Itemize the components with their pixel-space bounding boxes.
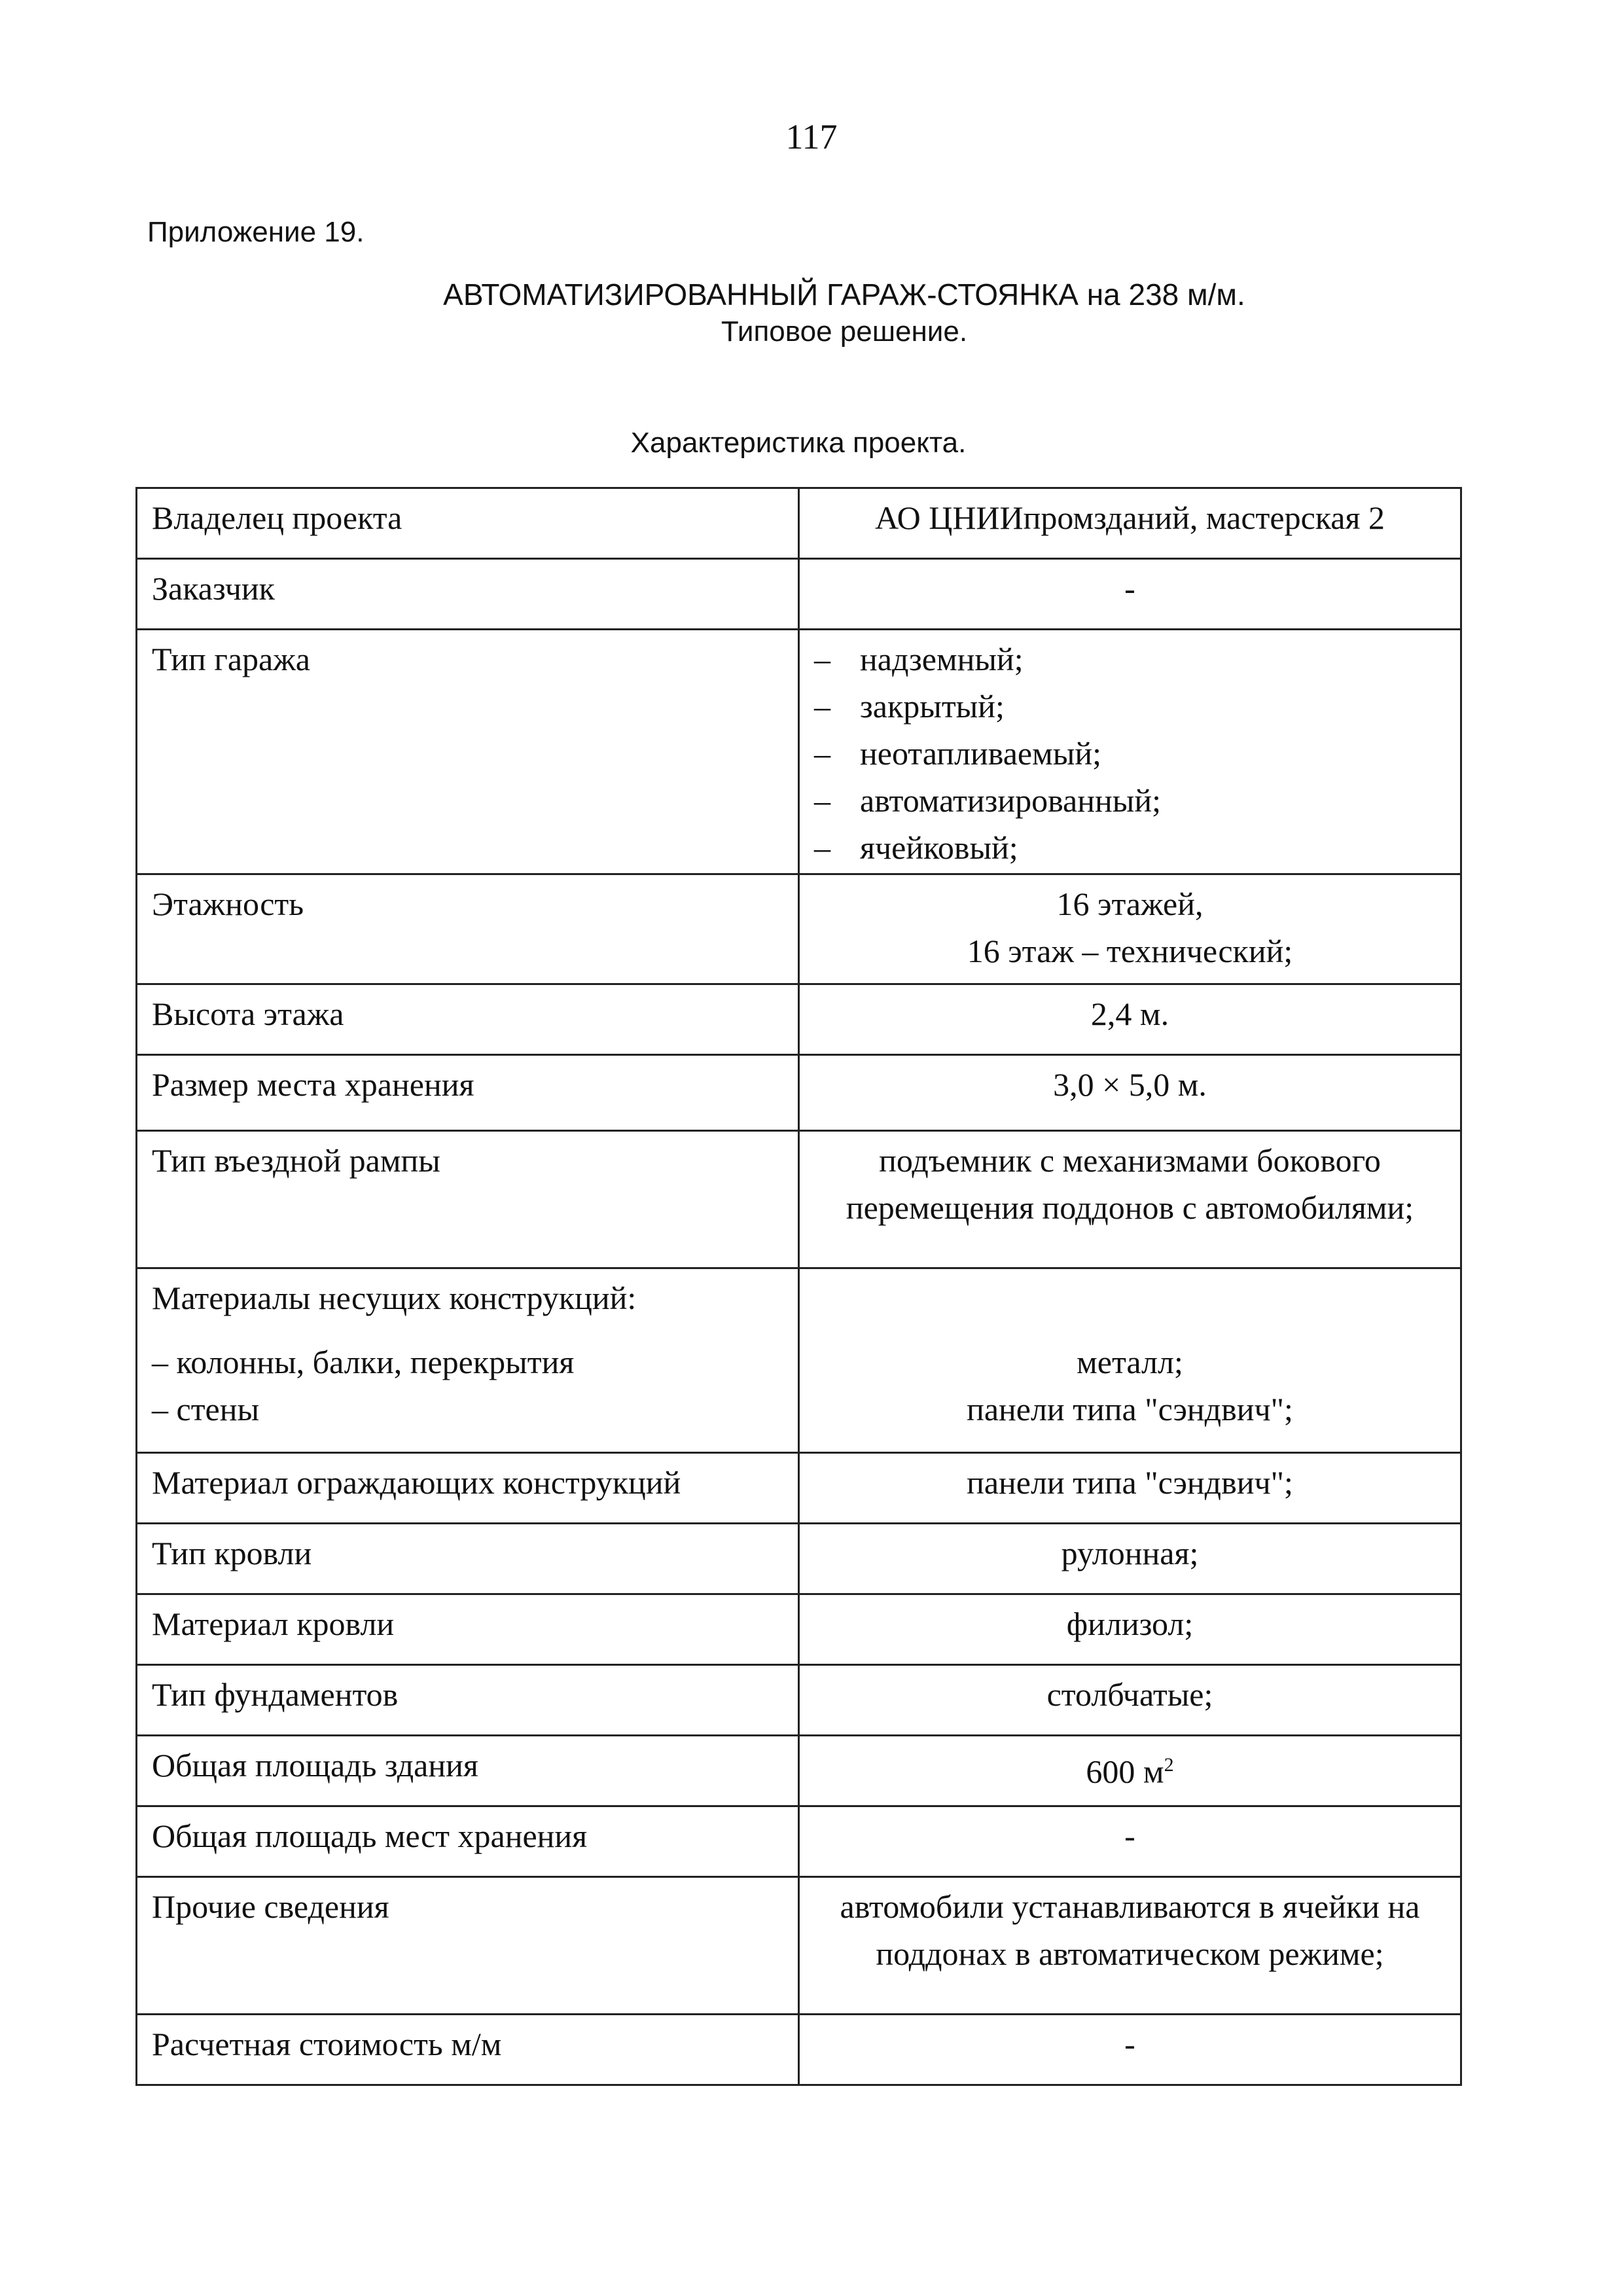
table-row [137,1055,1461,1131]
row-value: панели типа "сэндвич"; [799,1453,1461,1524]
row-label: Общая площадь мест хранения [137,1806,799,1877]
row-label: Общая площадь здания [137,1736,799,1806]
table-row [137,1524,1461,1594]
document-title: АВТОМАТИЗИРОВАННЫЙ ГАРАЖ-СТОЯНКА на 238 м/м. [443,278,1245,312]
document-subtitle: Типовое решение. [721,315,968,348]
table-row [137,1131,1461,1268]
row-label: Этажность [137,874,799,984]
materials-label-cell [137,1268,799,1453]
floors-technical: 16 этаж – технический; [967,933,1293,969]
floors-count: 16 этажей, [1056,886,1204,922]
list-item: – ячейковый; [814,829,1018,866]
row-value: 600 $м^2$ [799,1736,1461,1806]
table-row [137,488,1461,559]
garage-type-list [799,630,1461,874]
materials-sub-columns: – колонны, балки, перекрытия [152,1344,575,1380]
row-label: Размер места хранения [137,1055,799,1131]
row-value: филизол; [799,1594,1461,1665]
row-label: Материалы несущих конструкций: [152,1280,637,1316]
row-label: Прочие сведения [137,1877,799,2015]
page-number: 117 [785,117,838,156]
table-row [137,1453,1461,1524]
table-caption: Характеристика проекта. [630,427,967,459]
table-row [137,630,1461,874]
row-value: - [799,2015,1461,2085]
row-value: подъемник с механизмами бокового перемещения поддонов с автомобилями; [799,1131,1461,1268]
materials-val-metal: металл; [1077,1344,1183,1380]
row-value: - [799,1806,1461,1877]
row-value [799,874,1461,984]
row-value: автомобили устанавливаются в ячейки на поддонах в автоматическом режиме; [799,1877,1461,2015]
project-characteristics-table [135,487,1462,2086]
row-label: Материал ограждающих конструкций [137,1453,799,1524]
table-row [137,559,1461,630]
materials-val-sandwich: панели типа "сэндвич"; [967,1391,1293,1427]
row-label: Владелец проекта [137,488,799,559]
row-label: Тип кровли [137,1524,799,1594]
table-row [137,1736,1461,1806]
table-row [137,2015,1461,2085]
row-value: 2,4 м. [799,984,1461,1055]
list-item: – неотапливаемый; [814,735,1101,772]
table-row [137,984,1461,1055]
row-label: Тип фундаментов [137,1665,799,1736]
row-label: Тип гаража [137,630,799,874]
row-value: 3,0 × 5,0 м. [799,1055,1461,1131]
list-item: – закрытый; [814,688,1005,725]
appendix-label: Приложение 19. [147,216,365,248]
table-row [137,1268,1461,1453]
row-label: Материал кровли [137,1594,799,1665]
list-item: – автоматизированный; [814,782,1162,819]
row-value: рулонная; [799,1524,1461,1594]
row-value: - [799,559,1461,630]
table-row [137,1594,1461,1665]
table-row [137,1665,1461,1736]
row-value: столбчатые; [799,1665,1461,1736]
table-row [137,1877,1461,2015]
materials-value-cell [799,1268,1461,1453]
materials-sub-walls: – стены [152,1391,260,1427]
row-label: Тип въездной рампы [137,1131,799,1268]
table-row [137,874,1461,984]
row-label: Высота этажа [137,984,799,1055]
row-label: Заказчик [137,559,799,630]
row-label: Расчетная стоимость м/м [137,2015,799,2085]
table-row [137,1806,1461,1877]
row-value: АО ЦНИИпромзданий, мастерская 2 [799,488,1461,559]
list-item: – надземный; [814,641,1024,677]
